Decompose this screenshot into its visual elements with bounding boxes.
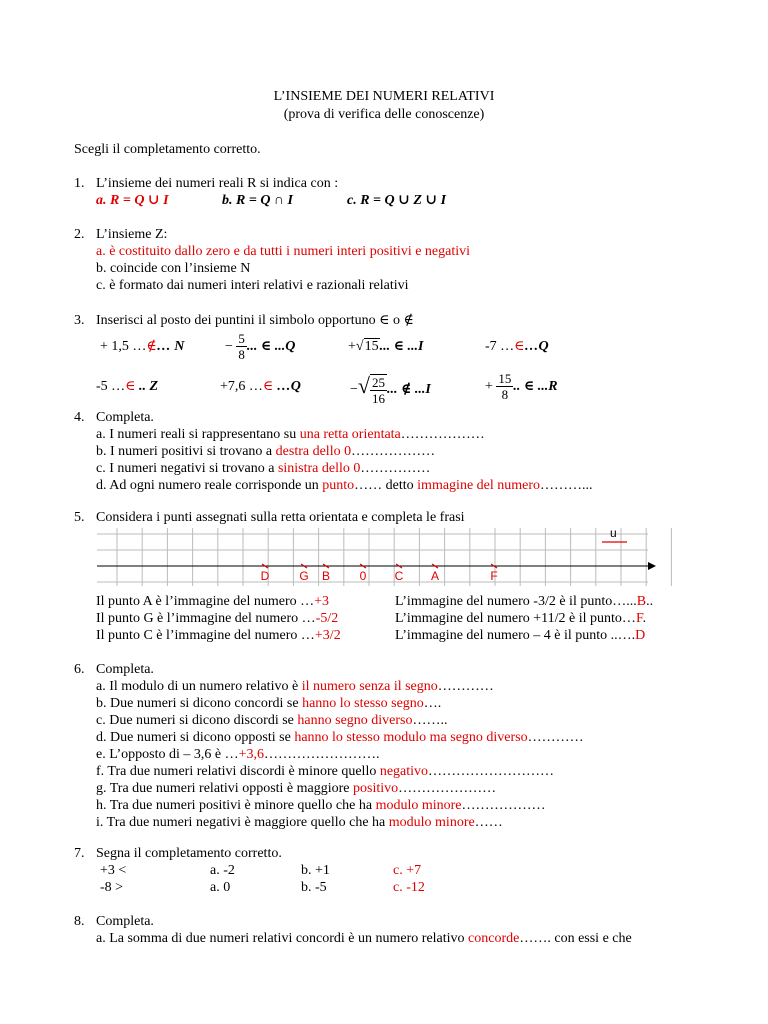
q4-text: Completa.: [96, 410, 154, 425]
number-line: [0, 524, 768, 590]
q3-expr-5: -5 …∈ .. Z: [96, 379, 159, 394]
arrow-head-icon: [648, 562, 656, 570]
q2-text: L’insieme Z:: [96, 227, 168, 242]
point-label: B: [321, 569, 331, 583]
q1-option-b: b. R = Q ∩ I: [222, 193, 293, 208]
fraction: $\frac{5}{8}$: [238, 331, 245, 363]
q3-expr-6: +7,6 …∈ …Q: [220, 379, 301, 394]
page-title: L’INSIEME DEI NUMERI RELATIVI: [273, 89, 495, 104]
point-label: C: [394, 569, 404, 583]
unit-label: u: [610, 526, 617, 540]
q5-text: Considera i punti assegnati sulla retta orientata e completa le frasi: [96, 510, 465, 525]
q7-row-1-a: a. -2: [210, 863, 235, 878]
point-label: 0: [359, 569, 367, 583]
q5-right-3: L’immagine del numero – 4 è il punto ..….D: [395, 628, 646, 643]
list-item: i. Tra due numeri negativi è maggiore quello che ha modulo minore……: [96, 815, 503, 830]
q2-option-b: b. coincide con l’insieme N: [96, 261, 251, 276]
q7-row-1-lead: +3 <: [100, 863, 127, 878]
q7-text: Segna il completamento corretto.: [96, 846, 282, 861]
list-item: d. Due numeri si dicono opposti se hanno lo stesso modulo ma segno diverso…………: [96, 730, 584, 745]
q7-row-1-c: c. +7: [393, 863, 422, 878]
q2-option-c: c. è formato dai numeri interi relativi e razionali relativi: [96, 278, 409, 293]
q2-option-a: a. è costituito dallo zero e da tutti i numeri interi positivi e negativi: [96, 244, 471, 259]
q4-number: 4.: [74, 410, 85, 425]
page-subtitle: (prova di verifica delle conoscenze): [283, 107, 485, 122]
q6-text: Completa.: [96, 662, 154, 677]
q1-option-c: c. R = Q ∪ Z ∪ I: [347, 193, 447, 208]
q8-item-a: a. La somma di due numeri relativi concordi è un numero relativo concorde……. con essi e che: [96, 931, 632, 946]
q3-expr-8: + $\frac{15}{8}$ .. ∈ ...R: [485, 371, 558, 403]
q6-number: 6.: [74, 662, 85, 677]
q3-expr-1: + 1,5 …∉… N: [100, 339, 185, 354]
q3-text: Inserisci al posto dei puntini il simbolo opportuno ∈ o ∉: [96, 313, 414, 328]
point-label: F: [490, 569, 498, 583]
q7-row-2-c: c. -12: [393, 880, 425, 895]
q2-number: 2.: [74, 227, 85, 242]
list-item: h. Tra due numeri positivi è minore quello che ha modulo minore………………: [96, 798, 546, 813]
q7-row-1-b: b. +1: [301, 863, 330, 878]
q8-text: Completa.: [96, 914, 154, 929]
q3-number: 3.: [74, 313, 85, 328]
list-item: f. Tra due numeri relativi discordi è minore quello negativo………………………: [96, 764, 555, 779]
q5-left-3: Il punto C è l’immagine del numero …+3/2: [96, 628, 341, 643]
point-label: D: [260, 569, 270, 583]
q7-row-2-b: b. -5: [301, 880, 327, 895]
list-item: e. L’opposto di – 3,6 è …+3,6…………………….: [96, 747, 380, 762]
q3-expr-4: -7 …∈…Q: [485, 339, 549, 354]
point-label: A: [430, 569, 440, 583]
q4-item-a: a. I numeri reali si rappresentano su una retta orientata………………: [96, 427, 485, 442]
q1-text: L’insieme dei numeri reali R si indica con :: [96, 176, 339, 191]
q5-number: 5.: [74, 510, 85, 525]
q7-number: 7.: [74, 846, 85, 861]
list-item: b. Due numeri si dicono concordi se hanno lo stesso segno….: [96, 696, 442, 711]
instruction: Scegli il completamento corretto.: [74, 142, 261, 157]
fraction: $\frac{15}{8}$: [498, 371, 512, 403]
list-item: g. Tra due numeri relativi opposti è maggiore positivo…………………: [96, 781, 497, 796]
q4-item-d: d. Ad ogni numero reale corrisponde un punto…… detto immagine del numero………...: [96, 478, 593, 493]
q5-right-2: L’immagine del numero +11/2 è il punto…F.: [395, 611, 647, 626]
list-item: c. Due numeri si dicono discordi se hanno segno diverso……..: [96, 713, 448, 728]
q4-item-c: c. I numeri negativi si trovano a sinistra dello 0……………: [96, 461, 431, 476]
q7-row-2-lead: -8 >: [100, 880, 124, 895]
q1-option-a: a. R = Q ∪ I: [96, 193, 169, 208]
q7-row-2-a: a. 0: [210, 880, 231, 895]
fraction: $\frac{25}{16}$: [371, 374, 385, 406]
q5-right-1: L’immagine del numero -3/2 è il punto…...B..: [395, 594, 654, 609]
q8-number: 8.: [74, 914, 85, 929]
q5-left-2: Il punto G è l’immagine del numero …-5/2: [96, 611, 339, 626]
q1-number: 1.: [74, 176, 85, 191]
q5-left-1: Il punto A è l’immagine del numero …+3: [96, 594, 330, 609]
q4-item-b: b. I numeri positivi si trovano a destra dello 0………………: [96, 444, 436, 459]
q3-expr-7: −√ $\frac{25}{16}$ ... ∉ ...I: [350, 373, 431, 406]
q3-expr-2: − $\frac{5}{8}$ ... ∈ ...Q: [225, 331, 296, 363]
point-label: G: [299, 569, 309, 583]
q3-expr-3: +√15... ∈ ...I: [348, 339, 424, 354]
list-item: a. Il modulo di un numero relativo è il numero senza il segno…………: [96, 679, 494, 694]
